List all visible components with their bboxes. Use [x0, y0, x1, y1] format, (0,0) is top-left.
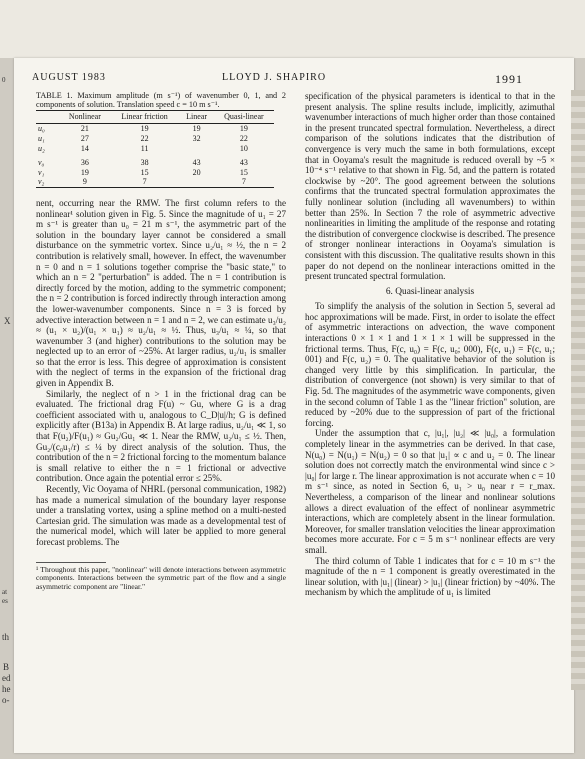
table-cell: 7	[110, 177, 180, 187]
header-date: AUGUST 1983	[32, 72, 106, 83]
body-paragraph: The third column of Table 1 indicates that for c = 10 m s⁻¹ the magnitude of the n = 1 component is greatly overestimated in the linear solution, with |u₁| (linear) > |u₁| (linear friction) by ~40%. The mechanism by which the amplitude of u₁ is limited	[305, 555, 555, 598]
table-cell: 11	[140, 143, 149, 153]
body-paragraph: Similarly, the neglect of n > 1 in the frictional drag can be evaluated. The frictional drag F(u) ~ Gu, where G is a drag coefficient associated with u, analogous to C_D|u|/h; G is defined explicitly after (B13a) in Appendix B. At large radius, u₂/u₁ ≪ 1, so that F(u₂)/F(u₁) ≈ Gu₂/Gu₁ ≪ 1. Near the RMW, u₂/u₁ ≤ ½. Then, Gu₂/(c₀u₁/r) ≤ ¼ by direct analysis of the solution. Thus, the contribution of the n = 2 frictional forcing to the momentum balance is small relative to either the n = 1 frictional or advective contribution. Once again the potential error ≤ 25%.	[36, 388, 286, 484]
body-paragraph: Under the assumption that c, |u₁|, |u₂| ≪ |u₀|, a formulation completely linear in the asymmetries can be derived. In that case, N(u₀) = N(u₁) = N(u₂) = 0 so that |u₁| ∝ c and u₂ = 0. The linear solution does not correctly match the environmental wind since c > |u₀| for large r. The linear approximation is not accurate when c = 10 m s⁻¹ since, as noted in Section 6, u₁ > u₀ near r = r_max. Nevertheless, a comparison of the linear and nonlinear solutions allows a direct evaluation of the effect of nonlinear asymmetric interactions, which are completely absent in the linear formulation. Moreover, for smaller translation velocities the linear approximation becomes more accurate. For c = 5 m s⁻¹ nonlinear effects are very small.	[305, 428, 555, 555]
table-cell: 20	[192, 167, 201, 177]
table-row	[36, 153, 274, 168]
binding-edge	[571, 90, 585, 690]
table-cell: 14	[80, 143, 89, 153]
table-cell: 22	[239, 134, 248, 143]
table-cell: 43	[239, 158, 248, 168]
table-cell: 15	[239, 167, 248, 177]
table-cell	[179, 144, 213, 154]
edge-mark: es	[2, 597, 8, 605]
table-cell: 19	[239, 124, 248, 134]
table-cell: 9	[60, 177, 110, 187]
table-cell: 19	[80, 167, 89, 177]
table-caption: TABLE 1. Maximum amplitude (m s⁻¹) of wavenumber 0, 1, and 2 components of solution. Translation speed c = 10 m s⁻¹.	[36, 91, 286, 110]
body-paragraph: nent, occurring near the RMW. The first column refers to the nonlinear¹ solution given in Fig. 5. Since the magnitude of u₁ = 27 m s⁻¹ is greater than u₀ = 21 m s⁻¹, the asymmetric part of the solution in the boundary layer cannot be considered a small disturbance on the symmetric vortex. Since u₂/u₁ ≈ ½, the n = 2 contribution is relatively small, however. In effect, the wavenumber n = 0 and n = 1 solutions together comprise the "basic state," to which an n = 2 "perturbation" is added. The n = 1 contribution is directly forced by the motion, adding to the symmetric component; the n = 2 contribution is forced indirectly through interaction among the lower-wavenumber components. Since n = 3 is forced by advective interaction between n = 1 and n = 2, we can estimate u₃/u₂ ≈ (u₁ × u₂)/(u₁ × u₁) ≈ u₂/u₁ ≈ ½. Thus, u₃/u₁ ≈ ¼, so that wavenumber 3 (and higher) contributions to the solution may be neglected up to an error of ~25%. At larger radius, u₂/u₁ is smaller so that the error is less. This degree of approximation is consistent with the neglect of terms in the expansion of the frictional drag given in Appendix B.	[36, 197, 286, 389]
header-author: LLOYD J. SHAPIRO	[222, 72, 327, 83]
edge-mark: B	[3, 662, 10, 672]
table-header-cell: Linear friction	[110, 110, 180, 124]
row-label: u₁	[38, 134, 45, 143]
table-cell: 27	[80, 134, 89, 143]
row-label: u₂	[38, 143, 45, 153]
table-cell: 43	[192, 158, 201, 168]
row-label: v₀	[38, 158, 45, 168]
table-header-cell: Linear	[179, 110, 213, 124]
table-cell: 22	[140, 134, 149, 143]
edge-mark: X	[4, 316, 11, 326]
table-cell: 19	[140, 124, 149, 134]
table-cell: 19	[192, 124, 201, 134]
edge-mark: ed	[2, 673, 11, 683]
footnote: ¹ Throughout this paper, "nonlinear" will denote interactions between asymmetric components. Interactions between the symmetric part of the flow and a single asymmetric component are "linear."	[36, 564, 286, 591]
table-cell: 15	[140, 167, 149, 177]
table-header-cell: Quasi-linear	[214, 110, 274, 124]
table-row	[36, 168, 274, 178]
section-heading: 6. Quasi-linear analysis	[385, 286, 475, 297]
edge-mark: th	[2, 632, 10, 642]
table-cell: 32	[192, 134, 201, 143]
table-cell: 36	[80, 158, 89, 168]
table-row	[36, 144, 274, 154]
edge-mark: o-	[2, 695, 10, 705]
edge-mark: at	[2, 588, 8, 596]
page-number: 1991	[495, 72, 523, 86]
table-row	[36, 177, 274, 187]
left-column	[36, 91, 286, 591]
table-cell: 10	[239, 143, 248, 153]
scan-top-background	[0, 0, 585, 58]
table-cell	[179, 177, 213, 187]
edge-mark: 0	[2, 76, 6, 84]
table-header-cell: Nonlinear	[60, 110, 110, 124]
amplitude-table	[36, 110, 274, 188]
running-header	[32, 72, 567, 86]
right-column	[305, 91, 555, 598]
table-header-cell	[36, 110, 60, 124]
edge-mark: he	[2, 684, 11, 694]
table-row	[36, 134, 274, 144]
body-paragraph: To simplify the analysis of the solution in Section 5, several ad hoc approximations will be made. First, in order to isolate the effect of asymmetric interactions on advection, the wave component interactions 0 × 1 × 1 and 1 × 1 × 1 will be suppressed in the frictional terms. Thus, F(c, u₀) = F(c, u₀; 000), F(c, u₁) = F(c, u₁; 001) and F(c, u₂) = 0. The qualitative behavior of the solution is changed very little by this simplification. In particular, the distribution of convergence (not shown) is very similar to that of Fig. 5d. The magnitudes of the asymmetric wave components, given in the second column of Table 1 as the "linear friction" solution, are reduced by ~20% due to the suppression of part of the frictional forcing.	[305, 301, 555, 428]
table-cell: 38	[140, 158, 149, 168]
table-row	[36, 124, 274, 134]
row-label: u₀	[38, 124, 45, 134]
row-label: v₂	[36, 177, 60, 187]
body-paragraph: Recently, Vic Ooyama of NHRL (personal communication, 1982) has made a numerical simulation of the boundary layer response under a translating vortex, using a spline method on a multi-nested Cartesian grid. The simulation was made as a developmental test of the numerical model, which will later be applied to more general forecast problems. The	[36, 484, 286, 547]
body-paragraph: specification of the physical parameters is identical to that in the present analysis. The spline results include, implicitly, azimuthal wavenumber interactions of much higher order than those contained in the present truncated spectral formulation. Nevertheless, a direct comparison of the solutions indicates that the distribution of convergence is very much the same in both formulations, except that in Ooyama's result the magnitude is reduced overall by ~5 × 10⁻⁴ s⁻¹ relative to that shown in Fig. 5d, and the pattern is rotated clockwise by ~20°. The good agreement between the solutions confirms that the truncated spectral formulation approximates the fully nonlinear solution (including all wavenumbers) to within better than 25%. In Section 7 the role of asymmetric advective nonlinearities in limiting the amplitude of the response and rotating the distribution of convergence clockwise is described. The presence of stronger nonlinear interactions in Ooyama's simulation is consistent with this discussion. The qualitative results shown in this paper do not depend on the nonlinear interactions omitted in the present truncated spectral formulation.	[305, 91, 555, 282]
row-label: v₁	[38, 167, 45, 177]
table-header-row	[36, 110, 274, 124]
table-cell: 7	[214, 177, 274, 187]
table-cell: 21	[80, 124, 89, 134]
